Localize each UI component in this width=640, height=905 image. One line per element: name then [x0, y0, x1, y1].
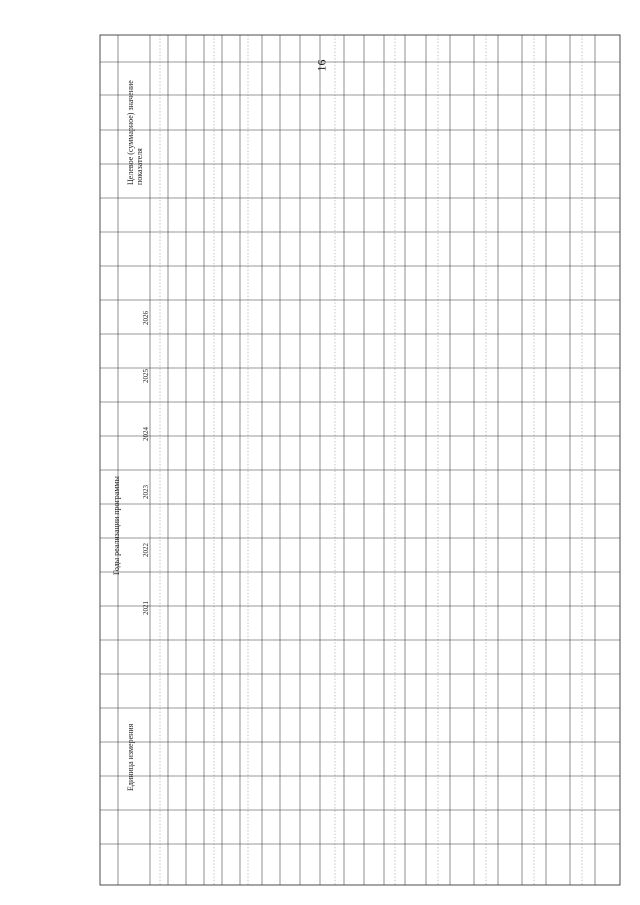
year-2021: 2021	[142, 601, 150, 615]
year-2023: 2023	[142, 485, 150, 499]
rotated-table-header-layer	[100, 35, 620, 885]
page-number: 16	[314, 59, 329, 72]
year-2024: 2024	[142, 427, 150, 441]
year-2026: 2026	[142, 311, 150, 325]
unit-header: Единица измерения	[126, 723, 135, 791]
year-2025: 2025	[142, 369, 150, 383]
years-heading: Годы реализации программы	[112, 476, 121, 575]
target-header: Целевое (суммарное) значение показателя	[126, 80, 144, 185]
year-2022: 2022	[142, 543, 150, 557]
